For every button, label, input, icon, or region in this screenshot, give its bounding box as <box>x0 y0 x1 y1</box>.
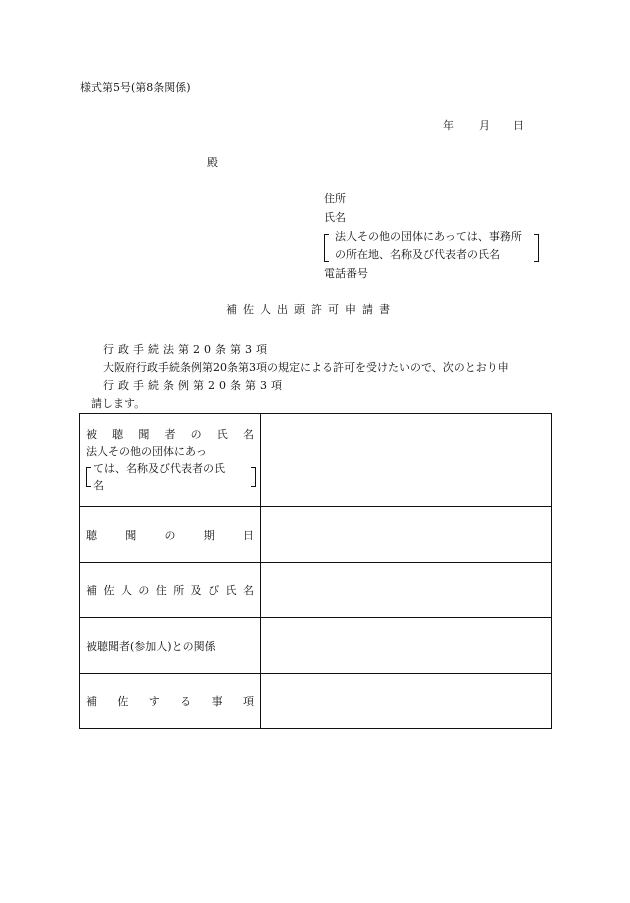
label-char: 項 <box>242 695 254 708</box>
assistant-address-name-label <box>86 582 254 598</box>
law-reference-upper: 行政手続法第20条第3項 <box>103 343 271 356</box>
table-row <box>80 414 552 507</box>
table-cell-label <box>80 563 261 618</box>
label-char: 聴 <box>86 528 97 542</box>
label-char: 名 <box>242 428 254 441</box>
date-month: 月 <box>479 119 490 132</box>
body-continuation: 請します。 <box>91 397 146 410</box>
respondent-note-line2: ては、名称及び代表者の氏 <box>93 462 225 475</box>
label-char: 氏 <box>216 428 228 441</box>
label-char: 佐 <box>103 584 115 597</box>
respondent-name-heading <box>86 426 254 443</box>
label-char: 補 <box>86 695 97 708</box>
label-char: す <box>148 695 160 708</box>
corp-note-line2: の所在地、名称及び代表者の氏名 <box>335 248 500 261</box>
label-char: 期 <box>203 528 215 542</box>
label-char: 住 <box>155 584 167 597</box>
label-char: び <box>208 584 220 597</box>
label-char: 名 <box>242 584 254 597</box>
label-char: 氏 <box>225 584 237 597</box>
corp-note-bracket-right <box>534 234 539 262</box>
respondent-note-line3: 名 <box>93 479 104 492</box>
respondent-name-value[interactable] <box>261 414 552 507</box>
label-char: 日 <box>243 528 254 542</box>
application-table <box>79 413 552 729</box>
table-row <box>80 674 552 729</box>
hearing-date-value[interactable] <box>261 507 552 563</box>
label-char: の <box>164 528 176 542</box>
label-char: 聞 <box>138 428 150 441</box>
corp-note-bracket-left <box>324 234 329 262</box>
address-label: 住所 <box>324 192 346 205</box>
respondent-note-bracket-right <box>251 467 256 487</box>
name-label: 氏名 <box>324 211 346 224</box>
label-char: 聴 <box>112 428 124 441</box>
label-char: 人 <box>120 584 132 597</box>
label-char: 補 <box>86 584 97 597</box>
relationship-value[interactable] <box>261 618 552 674</box>
label-char: 佐 <box>117 695 129 708</box>
table-cell-label <box>80 507 261 563</box>
table-row <box>80 618 552 674</box>
table-cell-label <box>80 674 261 729</box>
assistance-matters-value[interactable] <box>261 674 552 729</box>
respondent-note-line1: 法人その他の団体にあっ <box>86 445 207 458</box>
respondent-note-bracket-left <box>86 467 91 487</box>
table-row <box>80 563 552 618</box>
label-char: の <box>138 584 150 597</box>
label-char: 事 <box>211 695 223 708</box>
form-id: 様式第5号(第8条関係) <box>80 81 191 94</box>
label-char: 被 <box>86 428 97 441</box>
phone-label: 電話番号 <box>324 267 368 280</box>
label-char: 及 <box>190 584 202 597</box>
table-row <box>80 507 552 563</box>
label-char: の <box>190 428 202 441</box>
date-year: 年 <box>443 119 454 132</box>
relationship-label <box>86 638 254 654</box>
label-char: 聞 <box>125 528 137 542</box>
hearing-date-label <box>86 527 254 543</box>
document-title: 補佐人出頭許可申請書 <box>226 303 396 316</box>
date-day: 日 <box>513 119 524 132</box>
table-cell-label <box>80 618 261 674</box>
label-char: る <box>180 695 192 708</box>
label-char: 所 <box>173 584 185 597</box>
law-reference-lower: 行政手続条例第20条第3項 <box>103 379 286 392</box>
corp-note-line1: 法人その他の団体にあっては、事務所 <box>335 230 522 243</box>
body-main-line: 大阪府行政手続条例第20条第3項の規定による許可を受けたいので、次のとおり申 <box>103 361 509 374</box>
table-cell-label <box>80 414 261 507</box>
label-char: 者 <box>164 428 176 441</box>
assistance-matters-label <box>86 693 254 709</box>
label-text: 被聴聞者(参加人)との関係 <box>86 639 216 653</box>
addressee-suffix: 殿 <box>207 156 218 169</box>
assistant-address-name-value[interactable] <box>261 563 552 618</box>
